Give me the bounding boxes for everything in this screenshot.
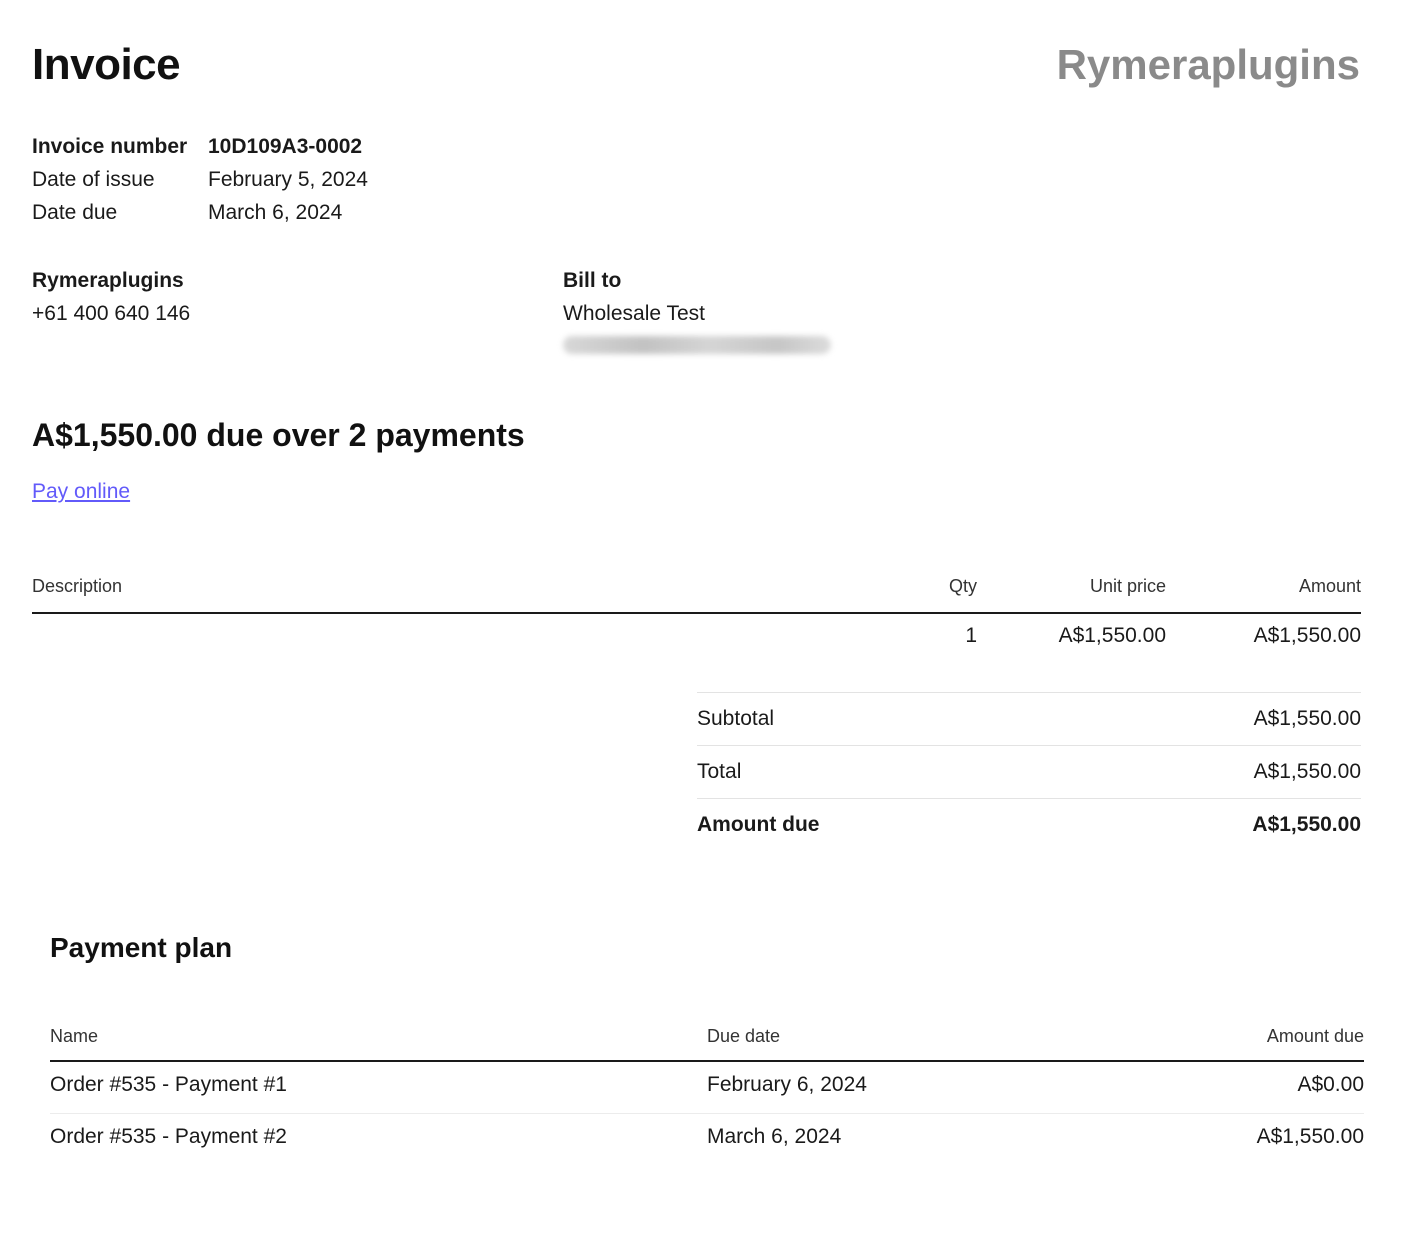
qty-column-header: Qty — [948, 576, 977, 596]
invoice-title: Invoice — [32, 40, 181, 89]
total-row — [697, 745, 1361, 798]
payment-name: Order #535 - Payment #2 — [50, 1125, 287, 1148]
payment-amount-due: A$1,550.00 — [1256, 1125, 1364, 1148]
amount-due-label: Amount due — [697, 813, 820, 836]
payment-plan-header — [50, 1014, 1364, 1062]
amount-due-column-header: Amount due — [1266, 1026, 1364, 1046]
bill-to-block — [563, 264, 831, 354]
description-column-header: Description — [32, 576, 123, 596]
amount-column-header: Amount — [1298, 576, 1361, 596]
subtotal-label: Subtotal — [697, 707, 775, 730]
amount-due-value: A$1,550.00 — [1252, 813, 1361, 836]
totals-block — [697, 692, 1361, 851]
invoice-number-value: 10D109A3-0002 — [208, 135, 363, 158]
amount-due-summary: A$1,550.00 due over 2 payments — [32, 417, 525, 453]
name-column-header: Name — [50, 1026, 99, 1046]
payment-due-date: March 6, 2024 — [707, 1125, 842, 1148]
seller-name: Rymeraplugins — [32, 269, 184, 292]
subtotal-row — [697, 692, 1361, 745]
line-items-header — [32, 566, 1361, 614]
payment-amount-due: A$0.00 — [1297, 1073, 1364, 1096]
date-due-label: Date due — [32, 201, 118, 224]
payment-plan-table — [50, 1014, 1364, 1165]
date-of-issue-value: February 5, 2024 — [208, 168, 368, 191]
payment-plan-title: Payment plan — [50, 932, 233, 963]
payment-plan-row — [50, 1114, 1364, 1165]
unit-price-column-header: Unit price — [1089, 576, 1166, 596]
payment-due-date: February 6, 2024 — [707, 1073, 867, 1096]
brand-name: Rymeraplugins — [1056, 41, 1360, 88]
redacted-email — [563, 336, 831, 354]
subtotal-value: A$1,550.00 — [1253, 707, 1361, 730]
invoice-number-row — [32, 130, 368, 163]
date-of-issue-row — [32, 163, 368, 196]
date-of-issue-label: Date of issue — [32, 168, 155, 191]
line-item-unit-price: A$1,550.00 — [1058, 624, 1166, 647]
date-due-row — [32, 196, 368, 229]
total-value: A$1,550.00 — [1253, 760, 1361, 783]
due-date-column-header: Due date — [707, 1026, 781, 1046]
bill-to-heading: Bill to — [563, 269, 622, 292]
line-item-row — [32, 614, 1361, 674]
seller-phone: +61 400 640 146 — [32, 302, 191, 325]
pay-online-link[interactable]: Pay online — [32, 480, 131, 503]
invoice-number-label: Invoice number — [32, 135, 188, 158]
invoice-meta — [32, 130, 368, 229]
date-due-value: March 6, 2024 — [208, 201, 343, 224]
payment-name: Order #535 - Payment #1 — [50, 1073, 287, 1096]
line-item-qty: 1 — [965, 624, 977, 647]
line-item-amount: A$1,550.00 — [1253, 624, 1361, 647]
seller-block — [32, 264, 190, 330]
bill-to-name: Wholesale Test — [563, 302, 706, 325]
payment-plan-row — [50, 1062, 1364, 1114]
amount-due-row — [697, 798, 1361, 851]
total-label: Total — [697, 760, 742, 783]
